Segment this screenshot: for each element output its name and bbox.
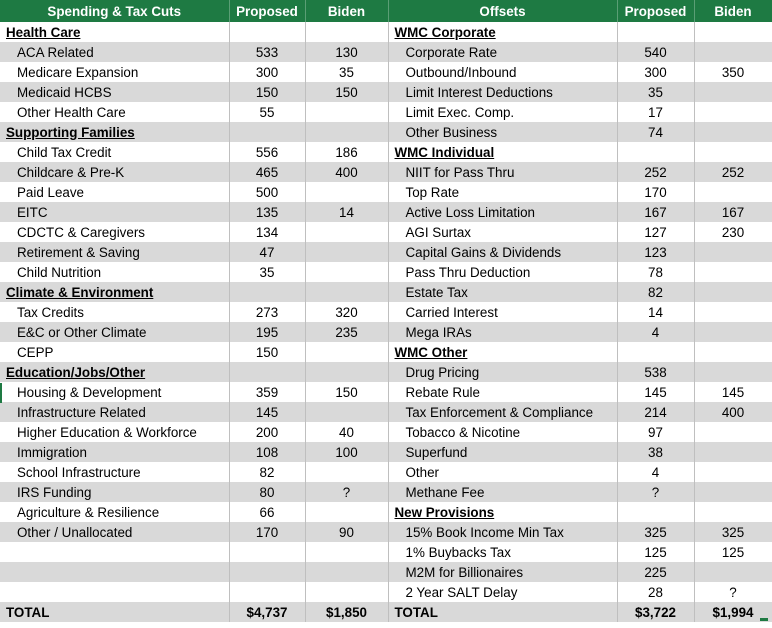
item-label[interactable]: CDCTC & Caregivers — [0, 222, 229, 242]
biden-value[interactable]: 35 — [305, 62, 388, 82]
biden-value[interactable]: 230 — [694, 222, 772, 242]
total-row — [0, 602, 772, 622]
proposed-value[interactable]: 150 — [229, 342, 305, 362]
item-label[interactable]: Limit Exec. Comp. — [388, 102, 617, 122]
item-label[interactable]: Paid Leave — [0, 182, 229, 202]
biden-value[interactable]: 90 — [305, 522, 388, 542]
item-label[interactable]: CEPP — [0, 342, 229, 362]
proposed-value[interactable]: 500 — [229, 182, 305, 202]
proposed-value[interactable]: 359 — [229, 382, 305, 402]
header-right-proposed[interactable]: Proposed — [617, 0, 694, 22]
proposed-value[interactable]: 170 — [229, 522, 305, 542]
biden-value[interactable]: 325 — [694, 522, 772, 542]
proposed-value[interactable]: 82 — [229, 462, 305, 482]
proposed-value[interactable]: 195 — [229, 322, 305, 342]
proposed-value[interactable]: 78 — [617, 262, 694, 282]
item-label[interactable]: Carried Interest — [388, 302, 617, 322]
biden-value[interactable] — [305, 342, 388, 362]
proposed-value[interactable]: 465 — [229, 162, 305, 182]
biden-value[interactable]: 186 — [305, 142, 388, 162]
item-label[interactable]: IRS Funding — [0, 482, 229, 502]
proposed-value[interactable] — [229, 362, 305, 382]
item-label[interactable]: Other Business — [388, 122, 617, 142]
proposed-value[interactable]: 145 — [617, 382, 694, 402]
fill-handle[interactable] — [760, 618, 768, 621]
proposed-value[interactable]: 127 — [617, 222, 694, 242]
item-label[interactable]: NIIT for Pass Thru — [388, 162, 617, 182]
biden-value[interactable]: ? — [305, 482, 388, 502]
section-heading[interactable]: Health Care — [0, 22, 229, 42]
biden-value[interactable] — [694, 362, 772, 382]
proposed-value[interactable]: 97 — [617, 422, 694, 442]
proposed-value[interactable]: 225 — [617, 562, 694, 582]
biden-value[interactable]: 252 — [694, 162, 772, 182]
biden-value[interactable] — [305, 362, 388, 382]
section-heading[interactable]: Climate & Environment — [0, 282, 229, 302]
biden-value[interactable] — [305, 102, 388, 122]
item-label[interactable]: 2 Year SALT Delay — [388, 582, 617, 602]
item-label[interactable]: 1% Buybacks Tax — [388, 542, 617, 562]
header-right-biden[interactable]: Biden — [694, 0, 772, 22]
biden-value[interactable]: 320 — [305, 302, 388, 322]
table-row — [0, 102, 772, 122]
biden-value[interactable] — [694, 242, 772, 262]
table-row — [0, 522, 772, 542]
item-label[interactable] — [0, 542, 229, 562]
table-row — [0, 422, 772, 442]
table-row — [0, 482, 772, 502]
biden-value[interactable]: 40 — [305, 422, 388, 442]
table-row — [0, 182, 772, 202]
biden-value[interactable]: 150 — [305, 382, 388, 402]
item-label[interactable] — [0, 582, 229, 602]
biden-value[interactable] — [305, 222, 388, 242]
proposed-value[interactable]: 300 — [229, 62, 305, 82]
biden-value[interactable] — [694, 122, 772, 142]
table-row — [0, 122, 772, 142]
item-label[interactable]: Childcare & Pre-K — [0, 162, 229, 182]
biden-value[interactable]: 14 — [305, 202, 388, 222]
item-label[interactable]: Limit Interest Deductions — [388, 82, 617, 102]
proposed-value[interactable]: 540 — [617, 42, 694, 62]
proposed-value[interactable]: 55 — [229, 102, 305, 122]
table-row — [0, 562, 772, 582]
proposed-value[interactable]: 14 — [617, 302, 694, 322]
item-label[interactable]: Infrastructure Related — [0, 402, 229, 422]
total-label[interactable]: TOTAL — [0, 602, 229, 622]
biden-value[interactable] — [694, 142, 772, 162]
proposed-value[interactable]: 4 — [617, 462, 694, 482]
item-label[interactable]: Corporate Rate — [388, 42, 617, 62]
item-label[interactable]: Other — [388, 462, 617, 482]
item-label[interactable]: ACA Related — [0, 42, 229, 62]
biden-value[interactable] — [694, 462, 772, 482]
biden-value[interactable] — [305, 122, 388, 142]
biden-value[interactable] — [305, 462, 388, 482]
table-row — [0, 302, 772, 322]
biden-value[interactable] — [694, 442, 772, 462]
proposed-value[interactable]: 123 — [617, 242, 694, 262]
item-label[interactable]: Retirement & Saving — [0, 242, 229, 262]
table-row — [0, 382, 772, 402]
table-row — [0, 462, 772, 482]
item-label[interactable]: Agriculture & Resilience — [0, 502, 229, 522]
item-label[interactable]: Active Loss Limitation — [388, 202, 617, 222]
item-label[interactable]: Mega IRAs — [388, 322, 617, 342]
biden-value[interactable] — [305, 182, 388, 202]
proposed-value[interactable]: 538 — [617, 362, 694, 382]
item-label[interactable]: Pass Thru Deduction — [388, 262, 617, 282]
proposed-value[interactable]: 80 — [229, 482, 305, 502]
item-label[interactable]: Tax Enforcement & Compliance — [388, 402, 617, 422]
proposed-value[interactable] — [229, 582, 305, 602]
section-heading[interactable]: WMC Corporate — [388, 22, 617, 42]
item-label[interactable]: Medicaid HCBS — [0, 82, 229, 102]
biden-value[interactable] — [694, 482, 772, 502]
proposed-value[interactable]: 556 — [229, 142, 305, 162]
item-label[interactable]: Estate Tax — [388, 282, 617, 302]
proposed-value[interactable]: 47 — [229, 242, 305, 262]
proposed-value[interactable]: 167 — [617, 202, 694, 222]
section-heading[interactable]: WMC Other — [388, 342, 617, 362]
item-label[interactable]: AGI Surtax — [388, 222, 617, 242]
item-label[interactable]: E&C or Other Climate — [0, 322, 229, 342]
item-label[interactable] — [0, 562, 229, 582]
proposed-value[interactable]: 200 — [229, 422, 305, 442]
section-heading[interactable]: New Provisions — [388, 502, 617, 522]
biden-value[interactable]: 100 — [305, 442, 388, 462]
table-row — [0, 362, 772, 382]
proposed-value[interactable]: 300 — [617, 62, 694, 82]
biden-value[interactable]: 130 — [305, 42, 388, 62]
biden-value[interactable]: 400 — [694, 402, 772, 422]
table-row — [0, 22, 772, 42]
biden-value[interactable] — [694, 322, 772, 342]
proposed-value[interactable]: 273 — [229, 302, 305, 322]
proposed-value[interactable]: 125 — [617, 542, 694, 562]
proposed-value[interactable]: 108 — [229, 442, 305, 462]
table-row — [0, 42, 772, 62]
item-label[interactable]: Capital Gains & Dividends — [388, 242, 617, 262]
table-row — [0, 262, 772, 282]
item-label[interactable]: Other Health Care — [0, 102, 229, 122]
item-label[interactable]: Housing & Development — [0, 382, 229, 402]
proposed-value[interactable] — [229, 122, 305, 142]
total-proposed[interactable]: $3,722 — [617, 602, 694, 622]
proposed-value[interactable]: 82 — [617, 282, 694, 302]
item-label[interactable]: Other / Unallocated — [0, 522, 229, 542]
biden-value[interactable] — [694, 342, 772, 362]
item-label[interactable]: Top Rate — [388, 182, 617, 202]
proposed-value[interactable] — [617, 502, 694, 522]
item-label[interactable]: Higher Education & Workforce — [0, 422, 229, 442]
proposed-value[interactable]: 28 — [617, 582, 694, 602]
biden-value[interactable]: 235 — [305, 322, 388, 342]
item-label[interactable]: Rebate Rule — [388, 382, 617, 402]
table-row — [0, 242, 772, 262]
biden-value[interactable] — [694, 102, 772, 122]
proposed-value[interactable]: 533 — [229, 42, 305, 62]
proposed-value[interactable]: 134 — [229, 222, 305, 242]
proposed-value[interactable]: 38 — [617, 442, 694, 462]
section-heading[interactable]: WMC Individual — [388, 142, 617, 162]
item-label[interactable]: 15% Book Income Min Tax — [388, 522, 617, 542]
biden-value[interactable] — [694, 282, 772, 302]
header-left-biden[interactable]: Biden — [305, 0, 388, 22]
table-row — [0, 62, 772, 82]
proposed-value[interactable]: 74 — [617, 122, 694, 142]
proposed-value[interactable]: 66 — [229, 502, 305, 522]
biden-value[interactable] — [694, 502, 772, 522]
biden-value[interactable] — [694, 302, 772, 322]
proposed-value[interactable]: 145 — [229, 402, 305, 422]
table-row — [0, 542, 772, 562]
proposed-value[interactable]: 214 — [617, 402, 694, 422]
item-label[interactable]: Child Tax Credit — [0, 142, 229, 162]
item-label[interactable]: Methane Fee — [388, 482, 617, 502]
biden-value[interactable] — [305, 282, 388, 302]
proposed-value[interactable]: 35 — [617, 82, 694, 102]
biden-value[interactable] — [305, 262, 388, 282]
table-row — [0, 202, 772, 222]
biden-value[interactable] — [694, 562, 772, 582]
biden-value[interactable]: 350 — [694, 62, 772, 82]
biden-value[interactable]: 125 — [694, 542, 772, 562]
item-label[interactable]: Superfund — [388, 442, 617, 462]
biden-value[interactable] — [694, 262, 772, 282]
biden-value[interactable] — [694, 42, 772, 62]
item-label[interactable]: Tobacco & Nicotine — [388, 422, 617, 442]
proposed-value[interactable]: 4 — [617, 322, 694, 342]
proposed-value[interactable]: ? — [617, 482, 694, 502]
biden-value[interactable] — [305, 242, 388, 262]
table-row — [0, 162, 772, 182]
table-body — [0, 22, 772, 622]
biden-value[interactable] — [694, 182, 772, 202]
item-label[interactable]: Tax Credits — [0, 302, 229, 322]
item-label[interactable]: M2M for Billionaires — [388, 562, 617, 582]
section-heading[interactable]: Supporting Families — [0, 122, 229, 142]
biden-value[interactable] — [305, 402, 388, 422]
biden-value[interactable] — [305, 542, 388, 562]
proposed-value[interactable]: 17 — [617, 102, 694, 122]
item-label[interactable]: Medicare Expansion — [0, 62, 229, 82]
header-spending[interactable]: Spending & Tax Cuts — [0, 0, 229, 22]
table-row — [0, 502, 772, 522]
biden-value[interactable]: ? — [694, 582, 772, 602]
total-biden[interactable]: $1,850 — [305, 602, 388, 622]
proposed-value[interactable] — [617, 22, 694, 42]
item-label[interactable]: Child Nutrition — [0, 262, 229, 282]
biden-value[interactable] — [694, 82, 772, 102]
proposed-value[interactable]: 252 — [617, 162, 694, 182]
table-row — [0, 82, 772, 102]
proposed-value[interactable]: 135 — [229, 202, 305, 222]
table-row — [0, 142, 772, 162]
item-label[interactable]: School Infrastructure — [0, 462, 229, 482]
item-label[interactable]: Outbound/Inbound — [388, 62, 617, 82]
table-row — [0, 442, 772, 462]
biden-value[interactable] — [694, 422, 772, 442]
proposed-value[interactable]: 170 — [617, 182, 694, 202]
proposed-value[interactable] — [229, 542, 305, 562]
proposed-value[interactable] — [617, 342, 694, 362]
total-label[interactable]: TOTAL — [388, 602, 617, 622]
biden-value[interactable]: 167 — [694, 202, 772, 222]
biden-value[interactable] — [305, 22, 388, 42]
header-offsets[interactable]: Offsets — [388, 0, 617, 22]
table-row — [0, 342, 772, 362]
proposed-value[interactable] — [229, 282, 305, 302]
proposed-value[interactable]: 325 — [617, 522, 694, 542]
biden-value[interactable] — [305, 582, 388, 602]
biden-value[interactable]: 145 — [694, 382, 772, 402]
section-heading[interactable]: Education/Jobs/Other — [0, 362, 229, 382]
active-row-marker — [0, 383, 2, 403]
item-label[interactable]: EITC — [0, 202, 229, 222]
proposed-value[interactable]: 150 — [229, 82, 305, 102]
biden-value[interactable]: 400 — [305, 162, 388, 182]
header-left-proposed[interactable]: Proposed — [229, 0, 305, 22]
total-proposed[interactable]: $4,737 — [229, 602, 305, 622]
table-row — [0, 222, 772, 242]
biden-value[interactable] — [305, 502, 388, 522]
table-row — [0, 322, 772, 342]
table-row — [0, 582, 772, 602]
proposed-value[interactable] — [229, 22, 305, 42]
proposed-value[interactable] — [229, 562, 305, 582]
biden-value[interactable]: 150 — [305, 82, 388, 102]
item-label[interactable]: Drug Pricing — [388, 362, 617, 382]
header-row — [0, 0, 772, 22]
total-biden[interactable]: $1,994 — [694, 602, 772, 622]
table-row — [0, 402, 772, 422]
biden-value[interactable] — [694, 22, 772, 42]
proposed-value[interactable] — [617, 142, 694, 162]
table-row — [0, 282, 772, 302]
proposed-value[interactable]: 35 — [229, 262, 305, 282]
biden-value[interactable] — [305, 562, 388, 582]
item-label[interactable]: Immigration — [0, 442, 229, 462]
